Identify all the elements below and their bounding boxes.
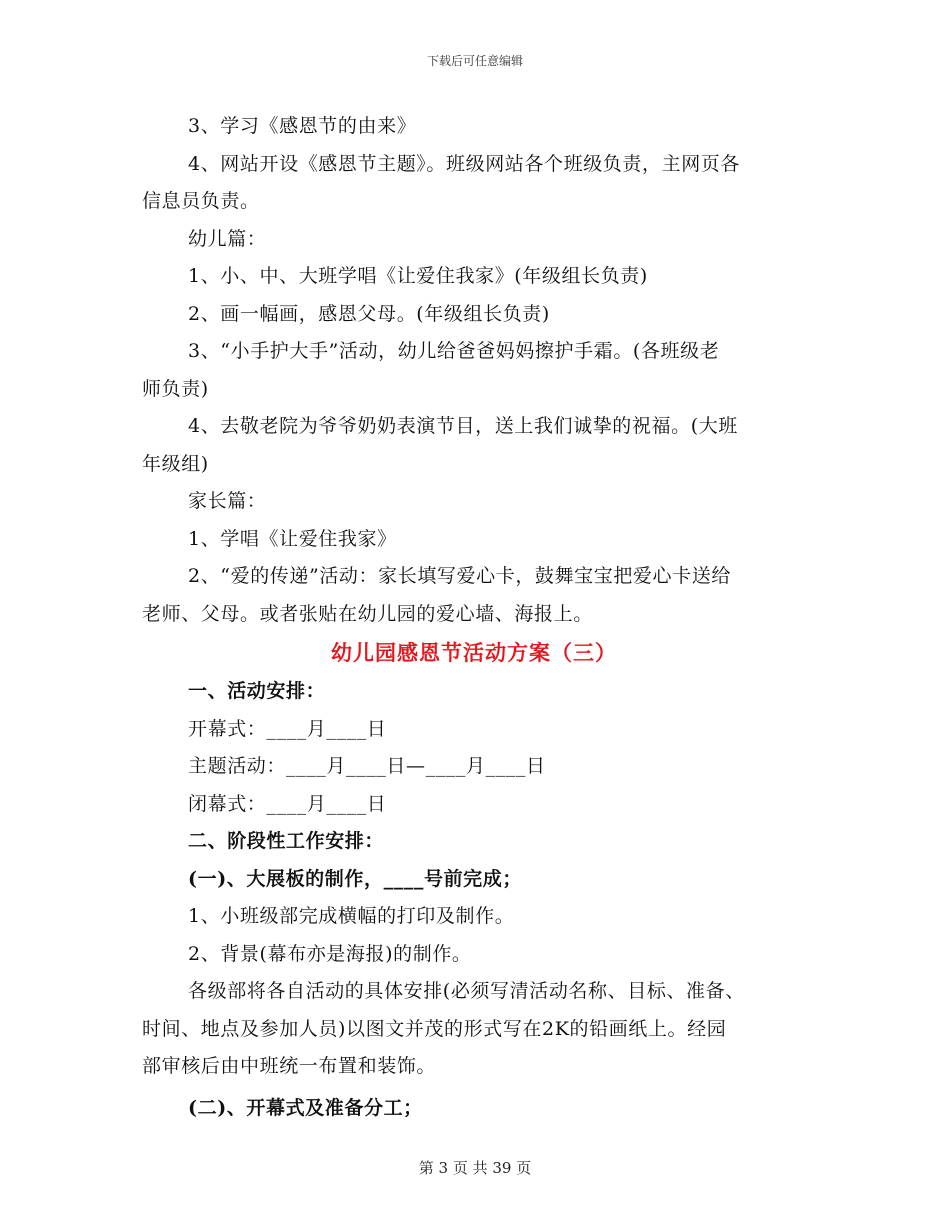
schedule-item-theme: 主题活动：____月____日—____月____日 <box>188 755 546 777</box>
paragraph-continuation: 信息员负责。 <box>142 190 260 212</box>
section-heading: 二、阶段性工作安排： <box>188 830 385 852</box>
list-item: 1、小、中、大班学唱《让爱住我家》(年级组长负责) <box>188 265 648 287</box>
paragraph-continuation: 时间、地点及参加人员)以图文并茂的形式写在2K的铅画纸上。经园 <box>142 1017 727 1040</box>
list-item: 1、学唱《让爱住我家》 <box>188 527 397 550</box>
paragraph-continuation: 老师、父母。或者张贴在幼儿园的爱心墙、海报上。 <box>142 602 593 625</box>
subsection-heading: (一)、大展板的制作，____号前完成； <box>188 867 522 890</box>
paragraph-continuation: 师负责) <box>142 377 209 400</box>
list-item: 3、“小手护大手”活动，幼儿给爸爸妈妈擦护手霜。(各班级老 <box>188 340 720 362</box>
section-heading: 一、活动安排： <box>188 680 326 702</box>
list-item: 2、“爱的传递”活动：家长填写爱心卡，鼓舞宝宝把爱心卡送给 <box>188 565 731 587</box>
subsection-heading: (二)、开幕式及准备分工； <box>188 1096 423 1119</box>
list-item: 2、背景(幕布亦是海报)的制作。 <box>188 942 472 965</box>
schedule-item-opening: 开幕式：____月____日 <box>188 717 387 740</box>
paragraph-continuation: 年级组) <box>142 452 209 475</box>
list-item: 1、小班级部完成横幅的打印及制作。 <box>188 905 515 927</box>
list-item: 3、学习《感恩节的由来》 <box>188 115 417 137</box>
list-item: 4、去敬老院为爷爷奶奶表演节目，送上我们诚挚的祝福。(大班 <box>188 415 738 437</box>
page-footer: 第 3 页 共 39 页 <box>418 1159 532 1177</box>
page-header: 下载后可任意编辑 <box>426 54 523 68</box>
section-title: 幼儿园感恩节活动方案（三） <box>331 640 617 665</box>
subsection-heading: 幼儿篇： <box>188 227 267 250</box>
document-body <box>142 108 806 1127</box>
schedule-item-closing: 闭幕式：____月____日 <box>188 792 387 815</box>
paragraph-continuation: 部审核后由中班统一布置和装饰。 <box>142 1055 437 1077</box>
paragraph: 各级部将各自活动的具体安排(必须写清活动名称、目标、准备、 <box>188 980 745 1002</box>
subsection-heading: 家长篇： <box>188 490 267 512</box>
list-item: 4、网站开设《感恩节主题》。班级网站各个班级负责，主网页各 <box>188 152 740 175</box>
list-item: 2、画一幅画，感恩父母。(年级组长负责) <box>188 302 550 325</box>
